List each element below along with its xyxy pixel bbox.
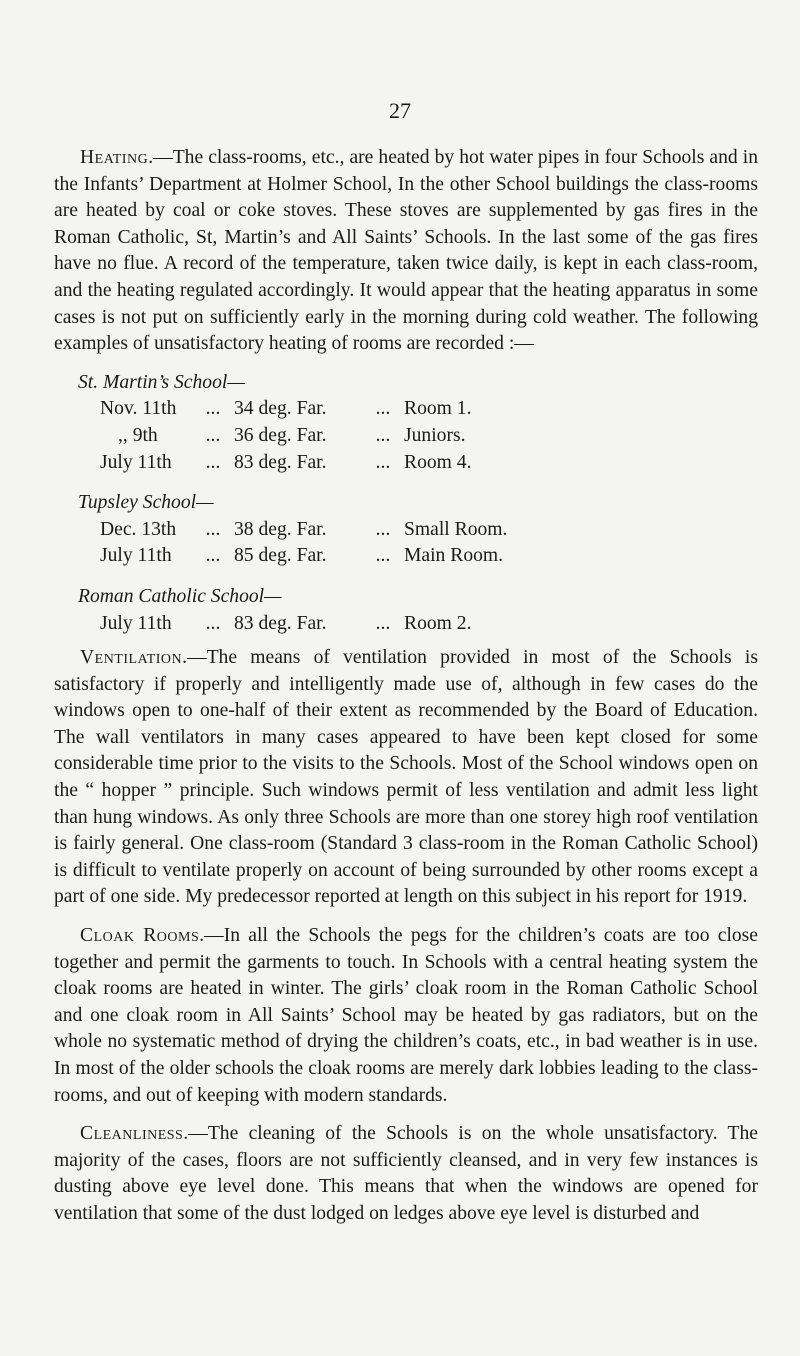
heating-heading: Heating — [80, 147, 149, 168]
ventilation-text: .—The means of ventilation provided in most of the Schools is satisfactory if properly and intelligently made use of, although in few cases do the windows open to one-half of their extent as recommended by the Board of Education. The wall ventilators in many cases appeared to have been kept closed for some considerable time prior to the visits to the Schools. Most of the School windows open on the “ hopper ” principle. Such windows permit of less ventilation and admit less light than hung windows. As only three Schools are more than one storey high roof ventilation is fairly general. One class-room (Standard 3 class-room in the Roman Catholic School) is difficult to ventilate properly on account of being surrounded by other rooms except a part of one side. My predecessor reported at length on this subject in his report for 1919. — [54, 647, 758, 908]
heating-paragraph — [54, 145, 758, 358]
record-date: Nov. 11th — [100, 398, 177, 420]
temperature-table — [100, 396, 624, 476]
record-date: ,, 9th — [118, 424, 158, 446]
leader-dots: ... — [375, 451, 391, 473]
leader-dots: ... — [205, 612, 221, 634]
record-date: Dec. 13th — [100, 518, 177, 540]
record-room: Juniors. — [404, 424, 466, 446]
cleanliness-heading: Cleanliness — [80, 1123, 184, 1145]
temperature-table — [100, 611, 624, 638]
temperature-table — [100, 517, 624, 570]
school-block-st-martins — [54, 370, 758, 476]
table-row — [100, 396, 624, 423]
leader-dots: ... — [375, 545, 391, 567]
table-row — [100, 450, 624, 477]
record-date: July 11th — [100, 545, 172, 567]
record-date: July 11th — [100, 612, 172, 634]
record-room: Small Room. — [404, 518, 508, 540]
leader-dots: ... — [205, 545, 221, 567]
table-row — [100, 611, 624, 638]
leader-dots: ... — [375, 612, 391, 634]
school-title: St. Martin’s School— — [78, 371, 245, 393]
record-temperature: 36 deg. Far. — [234, 424, 327, 446]
record-date: July 11th — [100, 451, 172, 473]
record-room: Room 2. — [404, 612, 472, 634]
table-row — [100, 423, 624, 450]
leader-dots: ... — [375, 518, 391, 540]
record-temperature: 34 deg. Far. — [234, 398, 327, 420]
cloak-rooms-text: .—In all the Schools the pegs for the children’s coats are too close together and permit the garments to touch. In Schools with a central heating system the cloak rooms are heated in winter. The girls’ cloak room in the Roman Catholic School and one cloak room in All Saints’ School may be heated by gas radiators, but on the whole no systematic method of drying the children’s coats, etc., in bad weather is in use. In most of the older schools the cloak rooms are merely dark lobbies leading to the class-rooms, and out of keeping with modern standards. — [54, 925, 759, 1106]
leader-dots: ... — [375, 398, 391, 420]
record-temperature: 85 deg. Far. — [234, 545, 327, 567]
leader-dots: ... — [375, 424, 391, 446]
record-room: Main Room. — [404, 545, 504, 567]
school-title: Roman Catholic School— — [78, 585, 282, 607]
record-temperature: 83 deg. Far. — [234, 612, 327, 634]
record-room: Room 4. — [404, 451, 472, 473]
ventilation-heading: Ventilation — [80, 647, 183, 669]
school-block-tupsley — [54, 490, 758, 570]
cleanliness-text: .—The cleaning of the Schools is on the whole unsatisfactory. The majority of the cases, floors are not sufficiently cleansed, and in very few instances is dusting above eye level done. This means that when the windows are opened for ventilation that some of the dust lodged on ledges above eye level is disturbed and — [54, 1123, 758, 1224]
heating-text: .—The class-rooms, etc., are heated by hot water pipes in four Schools and in the Infants’ Department at Holmer School, In the other School buildings the class-rooms are heated by coal or coke stoves. These stoves are supplemented by gas fires in the Roman Catholic, St, Martin’s and All Saints’ Schools. In the last some of the gas fires have no flue. A record of the temperature, taken twice daily, is kept in each class-room, and the heating regulated accordingly. It would appear that the heating apparatus in some cases is not put on sufficiently early in the morning during cold weather. The following examples of unsatisfactory heating of rooms are recorded :— — [54, 147, 758, 355]
ventilation-paragraph — [54, 645, 758, 911]
page-body — [54, 145, 758, 1240]
record-room: Room 1. — [404, 398, 472, 420]
school-block-roman-catholic — [54, 584, 758, 637]
table-row — [100, 517, 624, 544]
school-title: Tupsley School— — [78, 492, 214, 514]
cloak-rooms-paragraph — [54, 923, 758, 1109]
record-temperature: 38 deg. Far. — [234, 518, 327, 540]
cloak-rooms-heading: Cloak Rooms — [80, 925, 200, 947]
leader-dots: ... — [205, 398, 221, 420]
table-row — [100, 543, 624, 570]
cleanliness-paragraph — [54, 1121, 758, 1227]
leader-dots: ... — [205, 424, 221, 446]
page-number: 27 — [389, 98, 411, 123]
leader-dots: ... — [205, 451, 221, 473]
record-temperature: 83 deg. Far. — [234, 451, 327, 473]
leader-dots: ... — [205, 518, 221, 540]
